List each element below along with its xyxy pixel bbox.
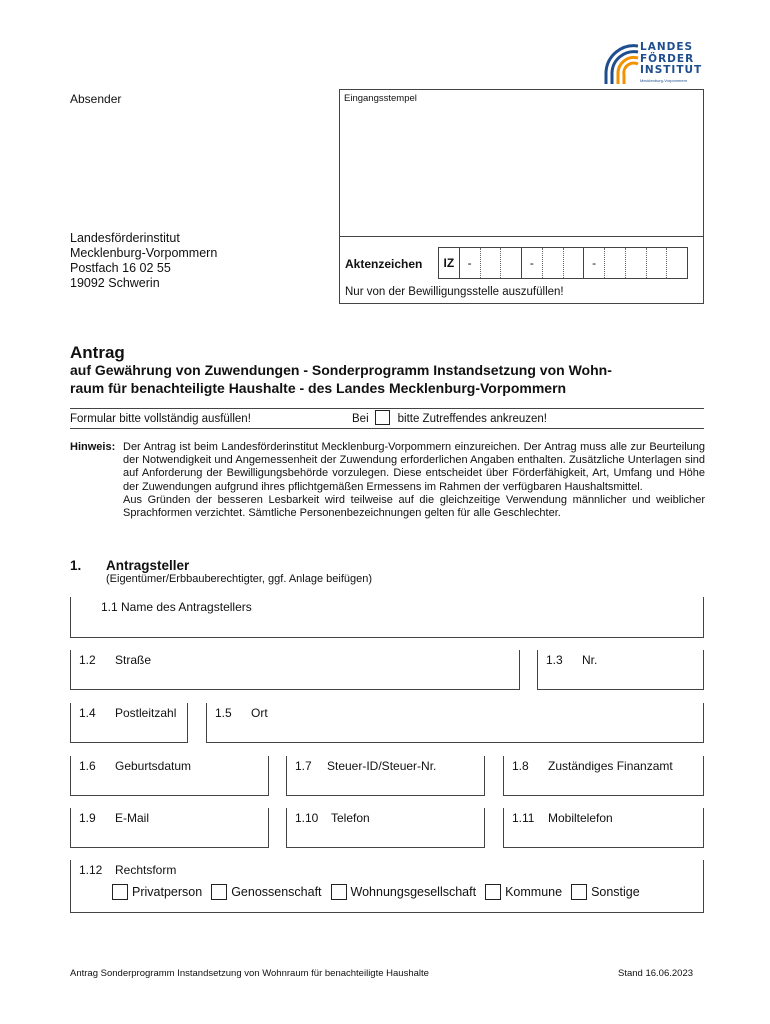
page-title: Antrag bbox=[70, 343, 125, 362]
legal-form-option-wohnungsgesellschaft[interactable]: Wohnungsgesellschaft bbox=[331, 884, 477, 900]
tax-office-field[interactable]: 1.8 Zuständiges Finanzamt bbox=[503, 756, 704, 796]
fill-all-instruction: Formular bitte vollständig ausfüllen! bbox=[70, 413, 251, 425]
stamp-divider bbox=[340, 236, 703, 237]
file-number-cell[interactable] bbox=[647, 248, 668, 278]
section-subtitle: (Eigentümer/Erbbauberechtigter, ggf. Anlage beifügen) bbox=[106, 573, 373, 585]
mobile-field[interactable]: 1.11 Mobiltelefon bbox=[503, 808, 704, 848]
legal-form-field: 1.12 Rechtsform bbox=[70, 860, 704, 913]
file-number-cell[interactable] bbox=[564, 248, 585, 278]
instructions-bar bbox=[70, 408, 704, 429]
footer-title: Antrag Sonderprogramm Instandsetzung von Wohnraum für benachteiligte Haushalte bbox=[70, 968, 429, 979]
file-number-cell[interactable]: - bbox=[522, 248, 543, 278]
stamp-label: Eingangsstempel bbox=[344, 93, 417, 104]
phone-field[interactable]: 1.10 Telefon bbox=[286, 808, 485, 848]
file-number-cell[interactable] bbox=[626, 248, 647, 278]
file-number-cell[interactable]: IZ bbox=[439, 248, 460, 278]
footer-date: Stand 16.06.2023 bbox=[618, 968, 694, 979]
sonstige-checkbox[interactable] bbox=[571, 884, 587, 900]
sender-label: Absender bbox=[70, 92, 122, 106]
genossenschaft-checkbox[interactable] bbox=[211, 884, 227, 900]
stamp-box bbox=[339, 89, 704, 304]
section-number: 1. bbox=[70, 558, 82, 573]
office-note: Nur von der Bewilligungsstelle auszufüllen! bbox=[345, 286, 564, 298]
logo-text: LANDES FÖRDER INSTITUT bbox=[640, 41, 703, 76]
file-number-cell[interactable] bbox=[605, 248, 626, 278]
legal-form-option-kommune[interactable]: Kommune bbox=[485, 884, 562, 900]
file-number-grid[interactable] bbox=[438, 247, 688, 279]
file-number-label: Aktenzeichen bbox=[345, 257, 423, 271]
street-field[interactable]: 1.2 Straße bbox=[70, 650, 520, 690]
legal-form-option-sonstige[interactable]: Sonstige bbox=[571, 884, 640, 900]
recipient-line: 19092 Schwerin bbox=[70, 276, 160, 290]
birth-date-field[interactable]: 1.6 Geburtsdatum bbox=[70, 756, 269, 796]
recipient-address bbox=[70, 231, 217, 291]
applicant-name-field[interactable]: 1.1 Name des Antragstellers bbox=[70, 597, 704, 638]
tax-id-field[interactable]: 1.7 Steuer-ID/Steuer-Nr. bbox=[286, 756, 485, 796]
house-number-field[interactable]: 1.3 Nr. bbox=[537, 650, 704, 690]
kommune-checkbox[interactable] bbox=[485, 884, 501, 900]
recipient-line: Postfach 16 02 55 bbox=[70, 261, 171, 275]
wohnungsgesellschaft-checkbox[interactable] bbox=[331, 884, 347, 900]
file-number-cell[interactable]: - bbox=[460, 248, 481, 278]
page-subtitle: auf Gewährung von Zuwendungen - Sonderprogramm Instandsetzung von Wohn- raum für benachteiligte Haushalte - des Landes Mecklenburg-Vorpommern bbox=[70, 362, 612, 396]
logo-arc-icon bbox=[604, 42, 640, 84]
recipient-line: Landesförderinstitut bbox=[70, 231, 180, 245]
file-number-cell[interactable]: - bbox=[584, 248, 605, 278]
city-field[interactable]: 1.5 Ort bbox=[206, 703, 704, 743]
legal-form-option-privatperson[interactable]: Privatperson bbox=[112, 884, 202, 900]
logo bbox=[604, 40, 704, 86]
email-field[interactable]: 1.9 E-Mail bbox=[70, 808, 269, 848]
logo-subtitle: Mecklenburg-Vorpommern bbox=[640, 78, 688, 83]
postal-code-field[interactable]: 1.4 Postleitzahl bbox=[70, 703, 188, 743]
section-title: Antragsteller bbox=[106, 558, 190, 573]
privatperson-checkbox[interactable] bbox=[112, 884, 128, 900]
legal-form-options bbox=[112, 884, 649, 900]
file-number-cell[interactable] bbox=[501, 248, 522, 278]
recipient-line: Mecklenburg-Vorpommern bbox=[70, 246, 218, 260]
file-number-cell[interactable] bbox=[543, 248, 564, 278]
tick-instruction: Bei bitte Zutreffendes ankreuzen! bbox=[352, 413, 547, 425]
legal-form-option-genossenschaft[interactable]: Genossenschaft bbox=[211, 884, 321, 900]
example-checkbox bbox=[375, 410, 390, 425]
note-label: Hinweis: bbox=[70, 441, 116, 453]
file-number-cell[interactable] bbox=[667, 248, 687, 278]
file-number-cell[interactable] bbox=[481, 248, 502, 278]
note-text: Der Antrag ist beim Landesförderinstitut Mecklenburg-Vorpommern einzureichen. Der Antrag muss alle zur Beurteilung der Notwendigkeit und Angemessenheit der Zuwendung erforderlichen Angaben enthalten. Zusätzliche Unterlagen sind auf Anforderung der Bewilligungsbehörde vorzulegen. Diese entscheidet über Förderfähigkeit, Art, Umfang und Höhe der Zuwendungen aufgrund ihres pflichtgemäßen Ermessens im Rahmen der verfügbaren Haushaltsmittel. Aus Gründen der besseren Lesbarkeit wird teilweise auf die gleichzeitige Verwendung männlicher und weiblicher Sprachformen verzichtet. Sämtliche Personenbezeichnungen gelten für alle Geschlechter. bbox=[123, 441, 705, 520]
